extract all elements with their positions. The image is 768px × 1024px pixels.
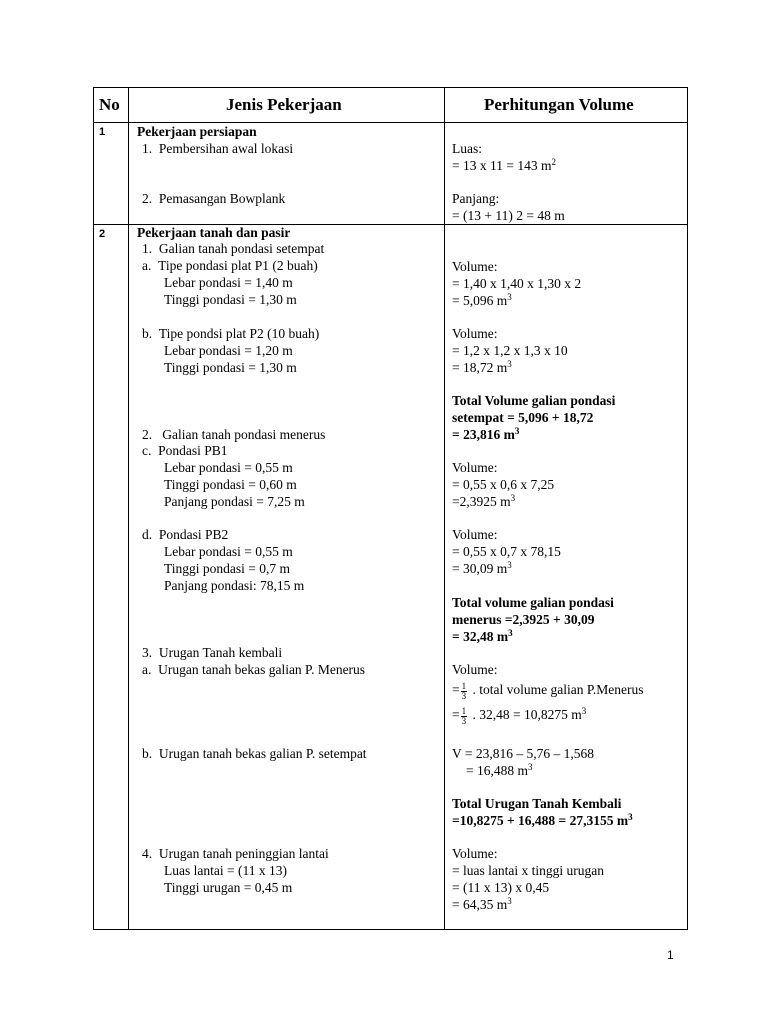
galian-setempat: 1. Galian tanah pondasi setempat (142, 241, 325, 256)
p1-volume-label: Volume: (452, 259, 498, 274)
urugan-peninggian: 4. Urugan tanah peninggian lantai (142, 846, 329, 861)
tipe-p2: b. Tipe pondsi plat P2 (10 buah) (142, 326, 320, 341)
pb2-lebar: Lebar pondasi = 0,55 m (164, 544, 293, 559)
peninggian-volume-label: Volume: (452, 846, 498, 861)
pb1-volume-calc: = 0,55 x 0,6 x 7,25 (452, 477, 555, 492)
peninggian-result: = 64,35 $m^3$ (452, 896, 512, 912)
panjang-calc: = (13 + 11) 2 = 48 m (452, 208, 565, 223)
urugan-menerus-volume-label: Volume: (452, 662, 498, 677)
urugan-kembali: 3. Urugan Tanah kembali (142, 645, 283, 660)
pb1-volume-label: Volume: (452, 460, 498, 475)
p2-lebar: Lebar pondasi = 1,20 m (164, 343, 293, 358)
fraction-one-third: $\frac{1}{3}$ (461, 706, 467, 726)
row2-number: 2 (99, 228, 106, 240)
pb2-volume-label: Volume: (452, 527, 498, 542)
table-right-border (687, 87, 688, 930)
pb2-volume-calc: = 0,55 x 0,7 x 78,15 (452, 544, 561, 559)
total-setempat-line3: = 23,816 $m^3$ (452, 426, 520, 442)
p2-tinggi: Tinggi pondasi = 1,30 m (164, 360, 297, 375)
pb2-panjang: Panjang pondasi: 78,15 m (164, 578, 305, 593)
urugan-tinggi: Tinggi urugan = 0,45 m (164, 880, 293, 895)
pb1-lebar: Lebar pondasi = 0,55 m (164, 460, 293, 475)
header-perhitungan-volume: Perhitungan Volume (484, 95, 634, 114)
pb2-tinggi: Tinggi pondasi = 0,7 m (164, 561, 291, 576)
total-menerus-line1: Total volume galian pondasi (452, 595, 614, 610)
pb1-tinggi: Tinggi pondasi = 0,60 m (164, 477, 297, 492)
p2-volume-result: = 18,72 $m^3$ (452, 359, 512, 375)
peninggian-calc: = (11 x 13) x 0,45 (452, 880, 550, 895)
p2-volume-calc: = 1,2 x 1,2 x 1,3 x 10 (452, 343, 568, 358)
total-menerus-line2: menerus =2,3925 + 30,09 (452, 612, 595, 627)
urugan-setempat: b. Urugan tanah bekas galian P. setempat (142, 746, 367, 761)
row1-number: 1 (99, 126, 106, 138)
lantai-luas: Luas lantai = (11 x 13) (164, 863, 287, 878)
row1-item1: 1. Pembersihan awal lokasi (142, 141, 294, 156)
fraction-one-third: $\frac{1}{3}$ (461, 681, 467, 701)
header-jenis-pekerjaan: Jenis Pekerjaan (226, 95, 342, 114)
urugan-menerus: a. Urugan tanah bekas galian P. Menerus (142, 662, 366, 677)
pondasi-pb2: d. Pondasi PB2 (142, 527, 229, 542)
total-setempat-line2: setempat = 5,096 + 18,72 (452, 410, 594, 425)
total-menerus-line3: = 32,48 $m^3$ (452, 628, 513, 644)
total-urugan-line1: Total Urugan Tanah Kembali (452, 796, 622, 811)
luas-calc: = 13 x 11 = 143 $m^2$ (452, 157, 556, 173)
galian-menerus: 2. Galian tanah pondasi menerus (142, 427, 326, 442)
total-setempat-line1: Total Volume galian pondasi (452, 393, 616, 408)
peninggian-formula: = luas lantai x tinggi urugan (452, 863, 604, 878)
total-urugan-line2: =10,8275 + 16,488 = 27,3155 $m^3$ (452, 812, 633, 828)
p1-volume-result: = 5,096 $m^3$ (452, 292, 512, 308)
table-left-border (93, 87, 94, 930)
pb1-volume-result: =2,3925 $m^3$ (452, 493, 516, 509)
page-number: 1 (667, 948, 674, 962)
p1-lebar: Lebar pondasi = 1,40 m (164, 275, 293, 290)
tipe-p1: a. Tipe pondasi plat P1 (2 buah) (142, 258, 318, 273)
pb1-panjang: Panjang pondasi = 7,25 m (164, 494, 305, 509)
column-divider-1 (128, 87, 129, 930)
row1-item2: 2. Pemasangan Bowplank (142, 191, 286, 206)
row1-title: Pekerjaan persiapan (137, 124, 257, 139)
panjang-label: Panjang: (452, 191, 500, 206)
p2-volume-label: Volume: (452, 326, 498, 341)
row2-title: Pekerjaan tanah dan pasir (137, 225, 291, 240)
column-divider-2 (444, 87, 445, 930)
table-bottom-border (93, 929, 688, 930)
urugan-setempat-formula: V = 23,816 – 5,76 – 1,568 (452, 746, 594, 761)
pondasi-pb1: c. Pondasi PB1 (142, 443, 228, 458)
urugan-menerus-formula: = $\frac{1}{3}$ . total volume galian P.Menerus (452, 681, 644, 701)
p1-tinggi: Tinggi pondasi = 1,30 m (164, 292, 297, 307)
luas-label: Luas: (452, 141, 482, 156)
table-top-border (93, 87, 688, 88)
urugan-setempat-result: = 16,488 $m^3$ (466, 762, 533, 778)
p1-volume-calc: = 1,40 x 1,40 x 1,30 x 2 (452, 276, 582, 291)
pb2-volume-result: = 30,09 $m^3$ (452, 560, 512, 576)
urugan-menerus-result: = $\frac{1}{3}$ . 32,48 = 10,8275 $m^3$ (452, 706, 587, 726)
header-no: No (99, 95, 120, 114)
